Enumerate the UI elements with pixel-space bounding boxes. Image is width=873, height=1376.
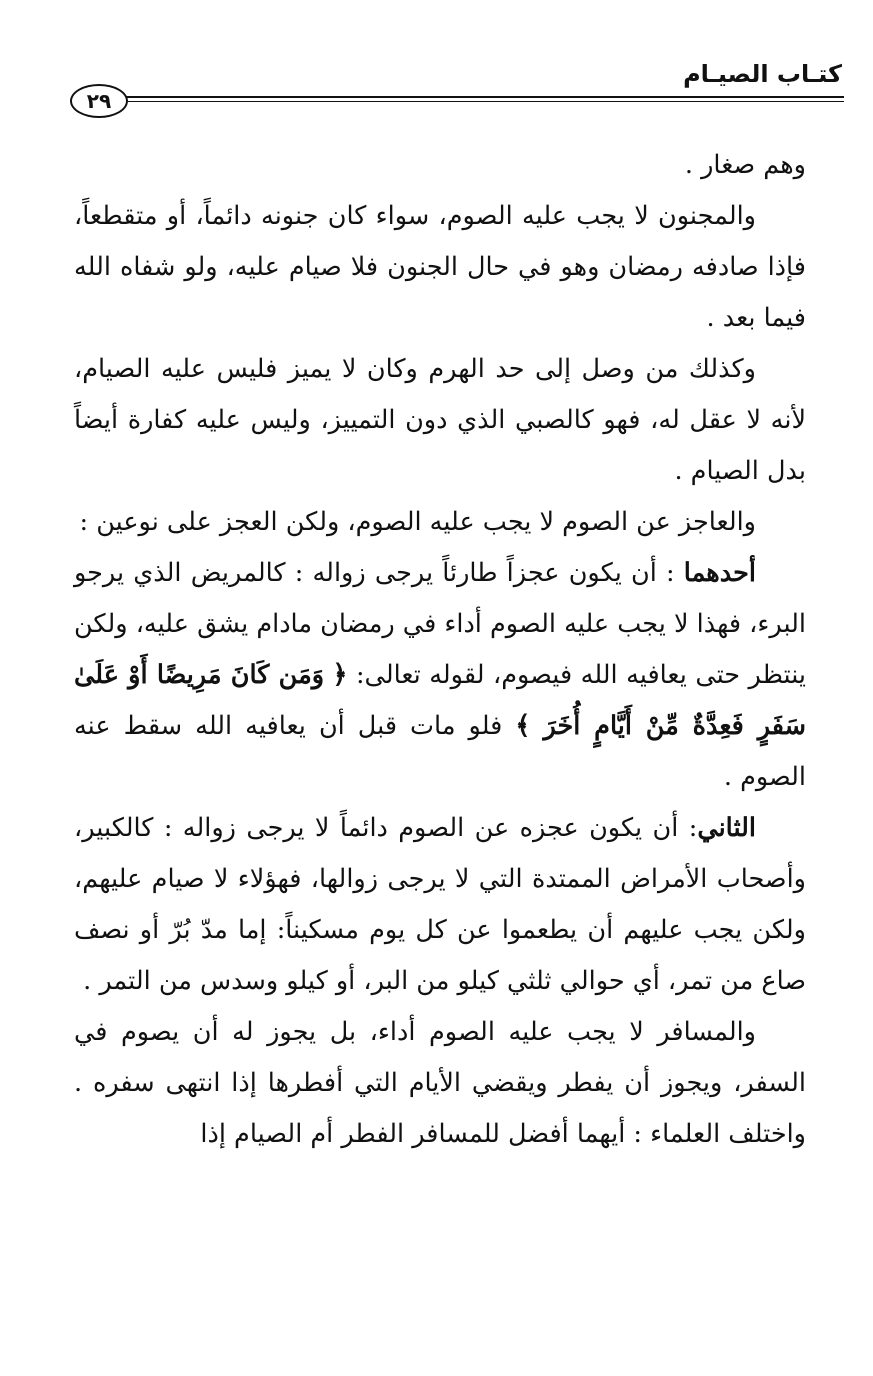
paragraph-4-text-b: فلو مات قبل أن يعافيه الله سقط عنه الصوم . [74,711,806,792]
paragraph-4-text-a: : أن يكون عجزاً طارئاً يرجى زواله : كالمريض الذي يرجو البرء، فهذا لا يجب عليه الصوم أداء في رمضان مادام يشق عليه، ولكن ينتظر حتى يعافيه الله فيصوم، لقوله تعالى: [74,558,806,690]
verse-bracket-open: ﴿ [332,660,348,690]
term-first: أحدهما [683,558,756,588]
term-second: الثاني [697,813,756,843]
paragraph-1: والمجنون لا يجب عليه الصوم، سواء كان جنونه دائماً، أو متقطعاً، فإذا صادفه رمضان وهو في حال الجنون فلا صيام عليه، ولو شفاه الله فيما بعد . [74,201,806,333]
paragraph-4 [74,548,806,803]
paragraph-0: وهم صغار . [684,150,806,180]
paragraph-2: وكذلك من وصل إلى حد الهرم وكان لا يميز فليس عليه الصيام، لأنه لا عقل له، فهو كالصبي الذي دون التمييز، وليس عليه كفارة أيضاً بدل الصيام . [74,354,806,486]
header-rule-thin [124,101,844,102]
paragraph-6: والمسافر لا يجب عليه الصوم أداء، بل يجوز له أن يصوم في السفر، ويجوز أن يفطر ويقضي الأيام التي أفطرها إذا انتهى سفره . واختلف العلماء : أيهما أفضل للمسافر الفطر أم الصيام إذا [74,1017,806,1149]
page-number: ٢٩ [70,84,128,118]
running-title: كتـاب الصيـام [683,60,842,88]
page-header [64,58,844,118]
paragraph-5 [74,803,806,1007]
verse-bracket-close: ﴾ [515,711,531,741]
body-text [74,140,806,1160]
paragraph-3: والعاجز عن الصوم لا يجب عليه الصوم، ولكن العجز على نوعين : [79,507,756,537]
paragraph-5-text: : أن يكون عجزه عن الصوم دائماً لا يرجى زواله : كالكبير، وأصحاب الأمراض الممتدة التي لا يرجى زوالها، فهؤلاء لا صيام عليهم، ولكن يجب عليهم أن يطعموا عن كل يوم مسكيناً: إما مدّ بُرّ أو نصف صاع من تمر، أي حوالي ثلثي كيلو من البر، أو كيلو وسدس من التمر . [74,813,806,996]
quran-verse: وَمَن كَانَ مَرِيضًا أَوْ عَلَىٰ سَفَرٍ فَعِدَّةٌ مِّنْ أَيَّامٍ أُخَرَ [74,660,807,741]
header-rule [124,96,844,98]
